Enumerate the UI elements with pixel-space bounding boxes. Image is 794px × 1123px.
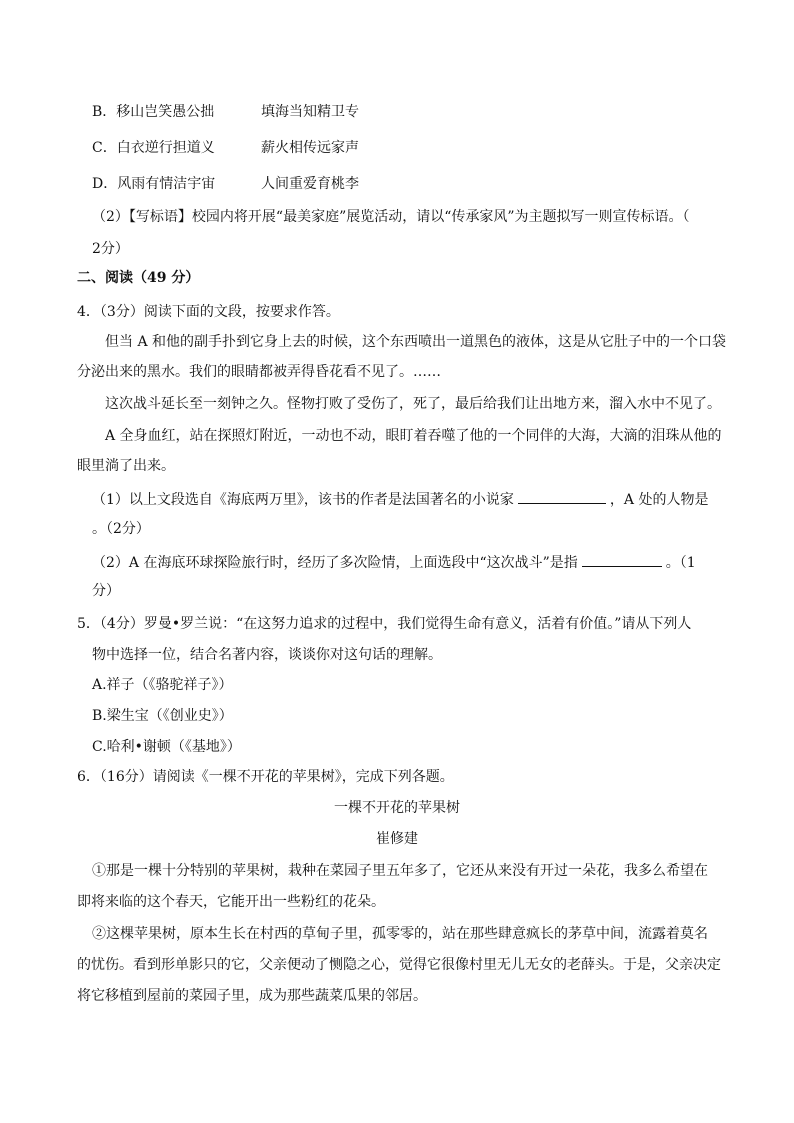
option-d-left: D．风雨有情洁宇宙 <box>92 176 216 192</box>
q6-p2-line2: 的忧伤。看到形单影只的它，父亲便动了恻隐之心，觉得它很像村里无儿无女的老薛头。于是，父亲决定 <box>77 957 721 973</box>
q4-stem: 4．（3分）阅读下面的文段，按要求作答。 <box>77 304 340 320</box>
option-b-right: 填海当知精卫专 <box>261 104 359 120</box>
q4-sub2-text-b: 。（1 <box>665 555 696 571</box>
option-b-left: B．移山岂笑愚公拙 <box>92 104 215 120</box>
answer-blank-battle[interactable] <box>582 552 662 567</box>
section-heading: 二、阅读（49 分） <box>77 270 200 286</box>
q4-sub2-text-a: （2）A 在海底环球探险旅行时，经历了多次险情，上面选段中“这次战斗”是指 <box>92 555 578 571</box>
q6-p2-line3: 将它移植到屋前的菜园子里，成为那些蔬菜瓜果的邻居。 <box>77 988 427 1004</box>
option-d-right: 人间重爱育桃李 <box>261 176 359 192</box>
q4-p1-line2: 分泌出来的黑水。我们的眼睛都被弄得昏花看不见了。…… <box>77 364 441 380</box>
option-c-right: 薪火相传远家声 <box>261 140 359 156</box>
q4-p1-line1: 但当 A 和他的副手扑到它身上去的时候，这个东西喷出一道黑色的液体，这是从它肚子中的一个口袋 <box>105 334 727 350</box>
q4-sub1-line2: 。（2分） <box>92 521 150 537</box>
q6-p2-line1: ②这棵苹果树，原本生长在村西的草甸子里，孤零零的，站在那些肆意疯长的茅草中间，流露着莫名 <box>92 926 708 942</box>
q4-p2: 这次战斗延长至一刻钟之久。怪物打败了受伤了，死了，最后给我们让出地方来，溜入水中不见了。 <box>105 396 721 412</box>
q5-line1: 5．（4分）罗曼•罗兰说：“在这努力追求的过程中，我们觉得生命有意义，活着有价值。”请从下列人 <box>77 616 692 632</box>
q5-option-a: A.祥子（《骆驼祥子》） <box>92 677 233 693</box>
q4-sub1-line1 <box>92 489 708 510</box>
article-title: 一棵不开花的苹果树 <box>334 800 460 816</box>
q3-2-line1: （2）【写标语】校园内将开展“最美家庭”展览活动，请以“传承家风”为主题拟写一则宣传标语。（ <box>92 209 690 225</box>
q4-p3-line2: 眼里淌了出来。 <box>77 458 175 474</box>
q6-p1-line2: 即将来临的这个春天，它能开出一些粉红的花朵。 <box>77 894 385 910</box>
q4-p3-line1: A 全身血红，站在探照灯附近，一动也不动，眼盯着吞噬了他的一个同伴的大海，大滴的泪珠从他的 <box>105 428 722 444</box>
q4-sub2-line2: 分） <box>92 583 120 599</box>
q4-sub1-text-a: （1）以上文段选自《海底两万里》，该书的作者是法国著名的小说家 <box>92 492 514 508</box>
q6-stem: 6．（16分）请阅读《一棵不开花的苹果树》，完成下列各题。 <box>77 769 454 785</box>
q5-option-c: C.哈利•谢顿（《基地》） <box>92 739 241 755</box>
option-c-left: C．白衣逆行担道义 <box>92 140 215 156</box>
q5-line2: 物中选择一位，结合名著内容，谈谈你对这句话的理解。 <box>92 647 442 663</box>
q6-p1-line1: ①那是一棵十分特别的苹果树，栽种在菜园子里五年多了，它还从来没有开过一朵花，我多么希望在 <box>92 863 708 879</box>
q3-2-line2: 2分） <box>92 241 129 257</box>
q5-option-b: B.梁生宝（《创业史》） <box>92 708 233 724</box>
answer-blank-author[interactable] <box>518 489 606 504</box>
article-author: 崔修建 <box>376 831 418 847</box>
q4-sub2-line1 <box>92 552 696 573</box>
q4-sub1-text-b: ，A 处的人物是 <box>609 492 709 508</box>
